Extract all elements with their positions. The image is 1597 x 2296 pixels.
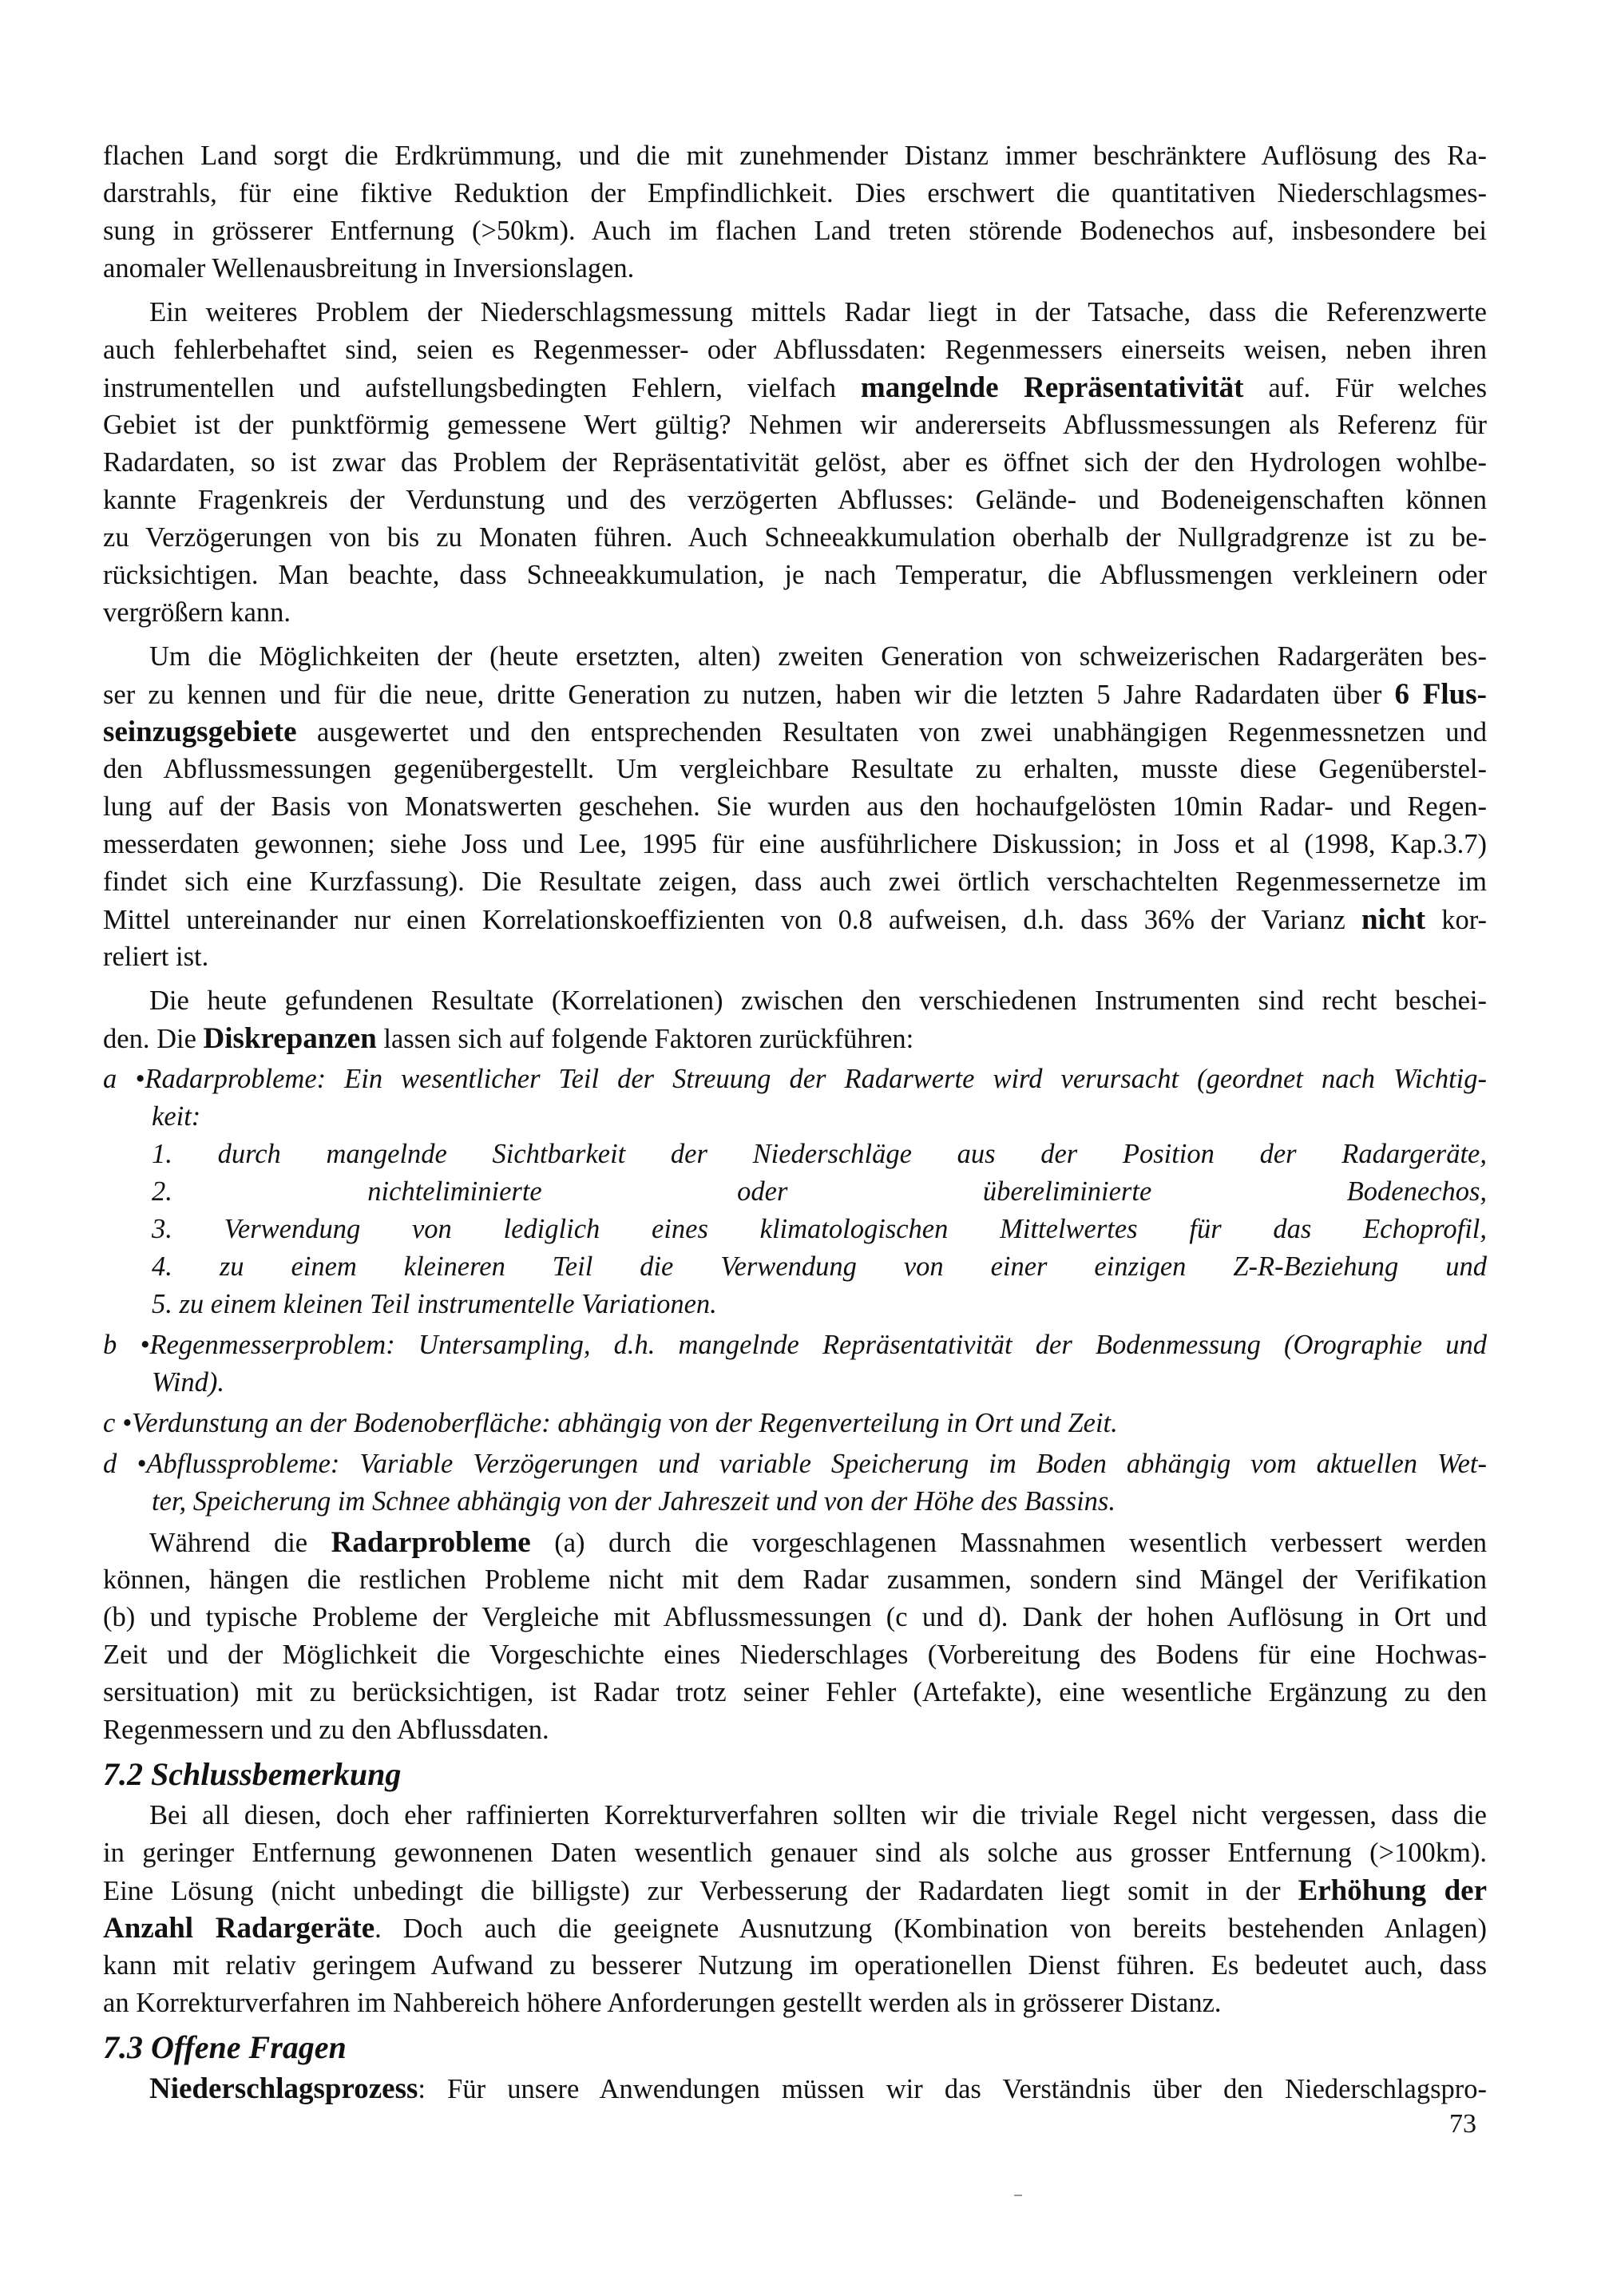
text-run: vergrößern kann. bbox=[103, 597, 291, 628]
text-run: 2. nichteliminierte oder übereliminierte Bodenechos, bbox=[152, 1176, 1487, 1207]
text-line bbox=[103, 1985, 1487, 2022]
text-line bbox=[103, 788, 1487, 826]
text-line bbox=[103, 137, 1487, 175]
text-line bbox=[103, 1405, 1487, 1442]
text-line bbox=[103, 1326, 1487, 1364]
text-run: Bei all diesen, doch eher raffinierten Korrekturverfahren sollten wir die triviale Regel nicht vergessen, dass die bbox=[149, 1800, 1487, 1830]
text-run: den Abflussmessungen gegenübergestellt. Um vergleichbare Resultate zu erhalten, musste diese Gegenüberstel- bbox=[103, 754, 1487, 784]
text-line bbox=[103, 175, 1487, 212]
section-heading: 7.2 Schlussbemerkung bbox=[103, 1756, 402, 1792]
paragraph bbox=[103, 638, 1487, 976]
paragraph bbox=[103, 982, 1487, 1057]
text-run: Um die Möglichkeiten der (heute ersetzten, alten) zweiten Generation von schweizerischen Radargeräten bes- bbox=[149, 641, 1487, 672]
text-line bbox=[103, 2070, 1487, 2108]
text-run: ausgewertet und den entsprechenden Resultaten von zwei unabhängigen Regenmessnetzen und bbox=[296, 717, 1487, 747]
text-line bbox=[103, 1872, 1487, 1909]
text-run: instrumentellen und aufstellungsbedingten Fehlern, vielfach bbox=[103, 373, 861, 403]
text-line bbox=[103, 1674, 1487, 1711]
text-line bbox=[103, 482, 1487, 519]
list-item bbox=[103, 1405, 1487, 1442]
bold-emphasis: Erhöhung der bbox=[1298, 1874, 1487, 1907]
text-run: findet sich eine Kurzfassung). Die Resultate zeigen, dass auch zwei örtlich verschachtelten Regenmessernetze im bbox=[103, 866, 1487, 897]
text-run: b •Regenmesserproblem: Untersampling, d.h. mangelnde Repräsentativität der Bodenmessung (Orographie und bbox=[103, 1330, 1487, 1360]
text-run: auch fehlerbehaftet sind, seien es Regenmesser- oder Abflussdaten: Regenmessers einerseits weisen, neben ihren bbox=[103, 335, 1487, 365]
paragraph bbox=[103, 1797, 1487, 2022]
text-run: 5. zu einem kleinen Teil instrumentelle Variationen. bbox=[152, 1289, 717, 1319]
text-run: : Für unsere Anwendungen müssen wir das Verständnis über den Niederschlagspro- bbox=[418, 2074, 1487, 2104]
text-line bbox=[103, 331, 1487, 369]
text-run: kann mit relativ geringem Aufwand zu besserer Nutzung im operationellen Dienst führen. Es bedeutet auch, dass bbox=[103, 1950, 1487, 1981]
scan-mark bbox=[1014, 2195, 1022, 2196]
text-line bbox=[103, 1909, 1487, 1947]
text-run: a •Radarprobleme: Ein wesentlicher Teil der Streuung der Radarwerte wird verursacht (geordnet nach Wichtig- bbox=[103, 1064, 1487, 1094]
bold-emphasis: Anzahl Radargeräte bbox=[103, 1912, 375, 1945]
paragraph bbox=[103, 1524, 1487, 1749]
text-run: rücksichtigen. Man beachte, dass Schneeakkumulation, je nach Temperatur, die Abflussmengen verkleinern oder bbox=[103, 560, 1487, 590]
text-line bbox=[103, 751, 1487, 788]
text-run: in geringer Entfernung gewonnenen Daten wesentlich genauer sind als solche aus grosser Entfernung (>100km). bbox=[103, 1838, 1487, 1868]
text-run: darstrahls, für eine fiktive Reduktion der Empfindlichkeit. Dies erschwert die quantitativen Niederschlagsmes- bbox=[103, 178, 1487, 208]
text-run: 3. Verwendung von lediglich eines klimatologischen Mittelwertes für das Echoprofil, bbox=[152, 1214, 1487, 1244]
text-run: Während die bbox=[149, 1528, 331, 1558]
bold-emphasis: nicht bbox=[1361, 903, 1426, 936]
text-line bbox=[103, 294, 1487, 331]
text-run: Die heute gefundenen Resultate (Korrelationen) zwischen den verschiedenen Instrumenten sind recht beschei- bbox=[149, 985, 1487, 1016]
text-line bbox=[103, 901, 1487, 938]
text-run: Radardaten, so ist zwar das Problem der Repräsentativität gelöst, aber es öffnet sich der den Hydrologen wohlbe- bbox=[103, 447, 1487, 478]
text-line bbox=[103, 250, 1487, 287]
text-line bbox=[103, 212, 1487, 250]
text-run: 4. zu einem kleineren Teil die Verwendung von einer einzigen Z-R-Beziehung und bbox=[152, 1251, 1487, 1282]
text-run: lung auf der Basis von Monatswerten geschehen. Sie wurden aus den hochaufgelösten 10min Radar- und Regen- bbox=[103, 791, 1487, 822]
text-run: (a) durch die vorgeschlagenen Massnahmen wesentlich verbessert werden bbox=[530, 1528, 1488, 1558]
text-run: messerdaten gewonnen; siehe Joss und Lee, 1995 für eine ausführlichere Diskussion; in Joss et al (1998, Kap.3.7) bbox=[103, 829, 1487, 859]
text-line bbox=[103, 982, 1487, 1020]
text-run: auf. Für welches bbox=[1243, 373, 1487, 403]
text-line bbox=[103, 519, 1487, 557]
text-line bbox=[103, 1211, 1487, 1248]
text-run: keit: bbox=[152, 1101, 201, 1132]
bold-emphasis: Radarprobleme bbox=[331, 1526, 531, 1559]
text-run: c •Verdunstung an der Bodenoberfläche: abhängig von der Regenverteilung in Ort und Zeit. bbox=[103, 1408, 1118, 1438]
text-run: ser zu kennen und für die neue, dritte Generation zu nutzen, haben wir die letzten 5 Jahre Radardaten über bbox=[103, 680, 1395, 710]
text-run: ter, Speicherung im Schnee abhängig von der Jahreszeit und von der Höhe des Bassins. bbox=[152, 1486, 1116, 1517]
text-line bbox=[103, 1834, 1487, 1872]
text-line bbox=[103, 1173, 1487, 1211]
text-line bbox=[103, 1061, 1487, 1098]
text-line bbox=[103, 1599, 1487, 1636]
text-line bbox=[103, 1364, 1487, 1402]
text-run: an Korrekturverfahren im Nahbereich höhere Anforderungen gestellt werden als in grösserer Distanz. bbox=[103, 1988, 1222, 2018]
text-line bbox=[103, 676, 1487, 713]
text-line bbox=[103, 1797, 1487, 1834]
text-line bbox=[103, 1524, 1487, 1561]
text-line bbox=[103, 938, 1487, 976]
text-line bbox=[103, 1248, 1487, 1286]
document-body bbox=[103, 137, 1487, 2114]
text-run: sersituation) mit zu berücksichtigen, ist Radar trotz seiner Fehler (Artefakte), eine wesentliche Ergänzung zu den bbox=[103, 1677, 1487, 1707]
text-run: . Doch auch die geeignete Ausnutzung (Kombination von bereits bestehenden Anlagen) bbox=[374, 1913, 1488, 1944]
text-run: (b) und typische Probleme der Vergleiche mit Abflussmessungen (c und d). Dank der hohen Auflösung in Ort und bbox=[103, 1602, 1487, 1632]
bold-emphasis: mangelnde Repräsentativität bbox=[860, 371, 1244, 404]
text-run: d •Abflussprobleme: Variable Verzögerungen und variable Speicherung im Boden abhängig vom aktuellen Wet- bbox=[103, 1449, 1487, 1479]
text-run: Gebiet ist der punktförmig gemessene Wert gültig? Nehmen wir andererseits Abflussmessungen als Referenz für bbox=[103, 410, 1487, 440]
list-item bbox=[103, 1326, 1487, 1402]
paragraph bbox=[103, 137, 1487, 287]
bold-emphasis: 6 Flus- bbox=[1394, 678, 1487, 711]
text-line bbox=[103, 406, 1487, 444]
text-line bbox=[103, 1136, 1487, 1173]
paragraph bbox=[103, 294, 1487, 632]
text-line bbox=[103, 1636, 1487, 1674]
text-run: Mittel untereinander nur einen Korrelationskoeffizienten von 0.8 aufweisen, d.h. dass 36% der Varianz bbox=[103, 905, 1361, 935]
text-run: lassen sich auf folgende Faktoren zurückführen: bbox=[376, 1024, 914, 1054]
text-run: können, hängen die restlichen Probleme nicht mit dem Radar zusammen, sondern sind Mängel der Verifikation bbox=[103, 1564, 1487, 1595]
text-line bbox=[103, 1711, 1487, 1749]
section-heading: 7.3 Offene Fragen bbox=[103, 2029, 347, 2065]
text-run: Regenmessern und zu den Abflussdaten. bbox=[103, 1715, 549, 1745]
text-line bbox=[103, 369, 1487, 406]
text-line bbox=[103, 638, 1487, 676]
text-run: Ein weiteres Problem der Niederschlagsmessung mittels Radar liegt in der Tatsache, dass die Referenzwerte bbox=[149, 297, 1487, 327]
list-item bbox=[103, 1061, 1487, 1323]
text-run: flachen Land sorgt die Erdkrümmung, und die mit zunehmender Distanz immer beschränktere Auflösung des Ra- bbox=[103, 141, 1487, 171]
text-line bbox=[103, 1098, 1487, 1136]
list-item bbox=[103, 1445, 1487, 1521]
text-run: kor- bbox=[1425, 905, 1487, 935]
text-run: Eine Lösung (nicht unbedingt die billigste) zur Verbesserung der Radardaten liegt somit in der bbox=[103, 1876, 1298, 1906]
text-run: den. Die bbox=[103, 1024, 204, 1054]
bold-emphasis: Niederschlagsprozess bbox=[149, 2072, 418, 2105]
text-run: reliert ist. bbox=[103, 942, 209, 972]
bold-emphasis: Diskrepanzen bbox=[203, 1022, 377, 1055]
text-run: anomaler Wellenausbreitung in Inversionslagen. bbox=[103, 253, 635, 284]
bold-emphasis: seinzugsgebiete bbox=[103, 716, 297, 748]
text-run: zu Verzögerungen von bis zu Monaten führen. Auch Schneeakkumulation oberhalb der Nullgradgrenze ist zu be- bbox=[103, 522, 1487, 553]
text-run: sung in grösserer Entfernung (>50km). Auch im flachen Land treten störende Bodenechos auf, insbesondere bei bbox=[103, 216, 1487, 246]
text-line bbox=[103, 1020, 1487, 1057]
text-run: Wind). bbox=[152, 1367, 225, 1398]
text-line bbox=[103, 1561, 1487, 1599]
text-line bbox=[103, 444, 1487, 482]
text-run: Zeit und der Möglichkeit die Vorgeschichte eines Niederschlages (Vorbereitung des Bodens für eine Hochwas- bbox=[103, 1640, 1487, 1670]
text-line bbox=[103, 713, 1487, 751]
text-line bbox=[103, 594, 1487, 632]
text-line bbox=[103, 863, 1487, 901]
text-line bbox=[103, 557, 1487, 594]
text-run: 1. durch mangelnde Sichtbarkeit der Niederschläge aus der Position der Radargeräte, bbox=[152, 1139, 1487, 1169]
text-line bbox=[103, 826, 1487, 863]
page-number: 73 bbox=[1449, 2109, 1476, 2139]
text-line bbox=[103, 1947, 1487, 1985]
text-line bbox=[103, 1483, 1487, 1521]
text-line bbox=[103, 1286, 1487, 1323]
text-run: kannte Fragenkreis der Verdunstung und des verzögerten Abflusses: Gelände- und Bodeneigenschaften können bbox=[103, 485, 1487, 515]
paragraph bbox=[103, 2070, 1487, 2108]
text-line bbox=[103, 1445, 1487, 1483]
